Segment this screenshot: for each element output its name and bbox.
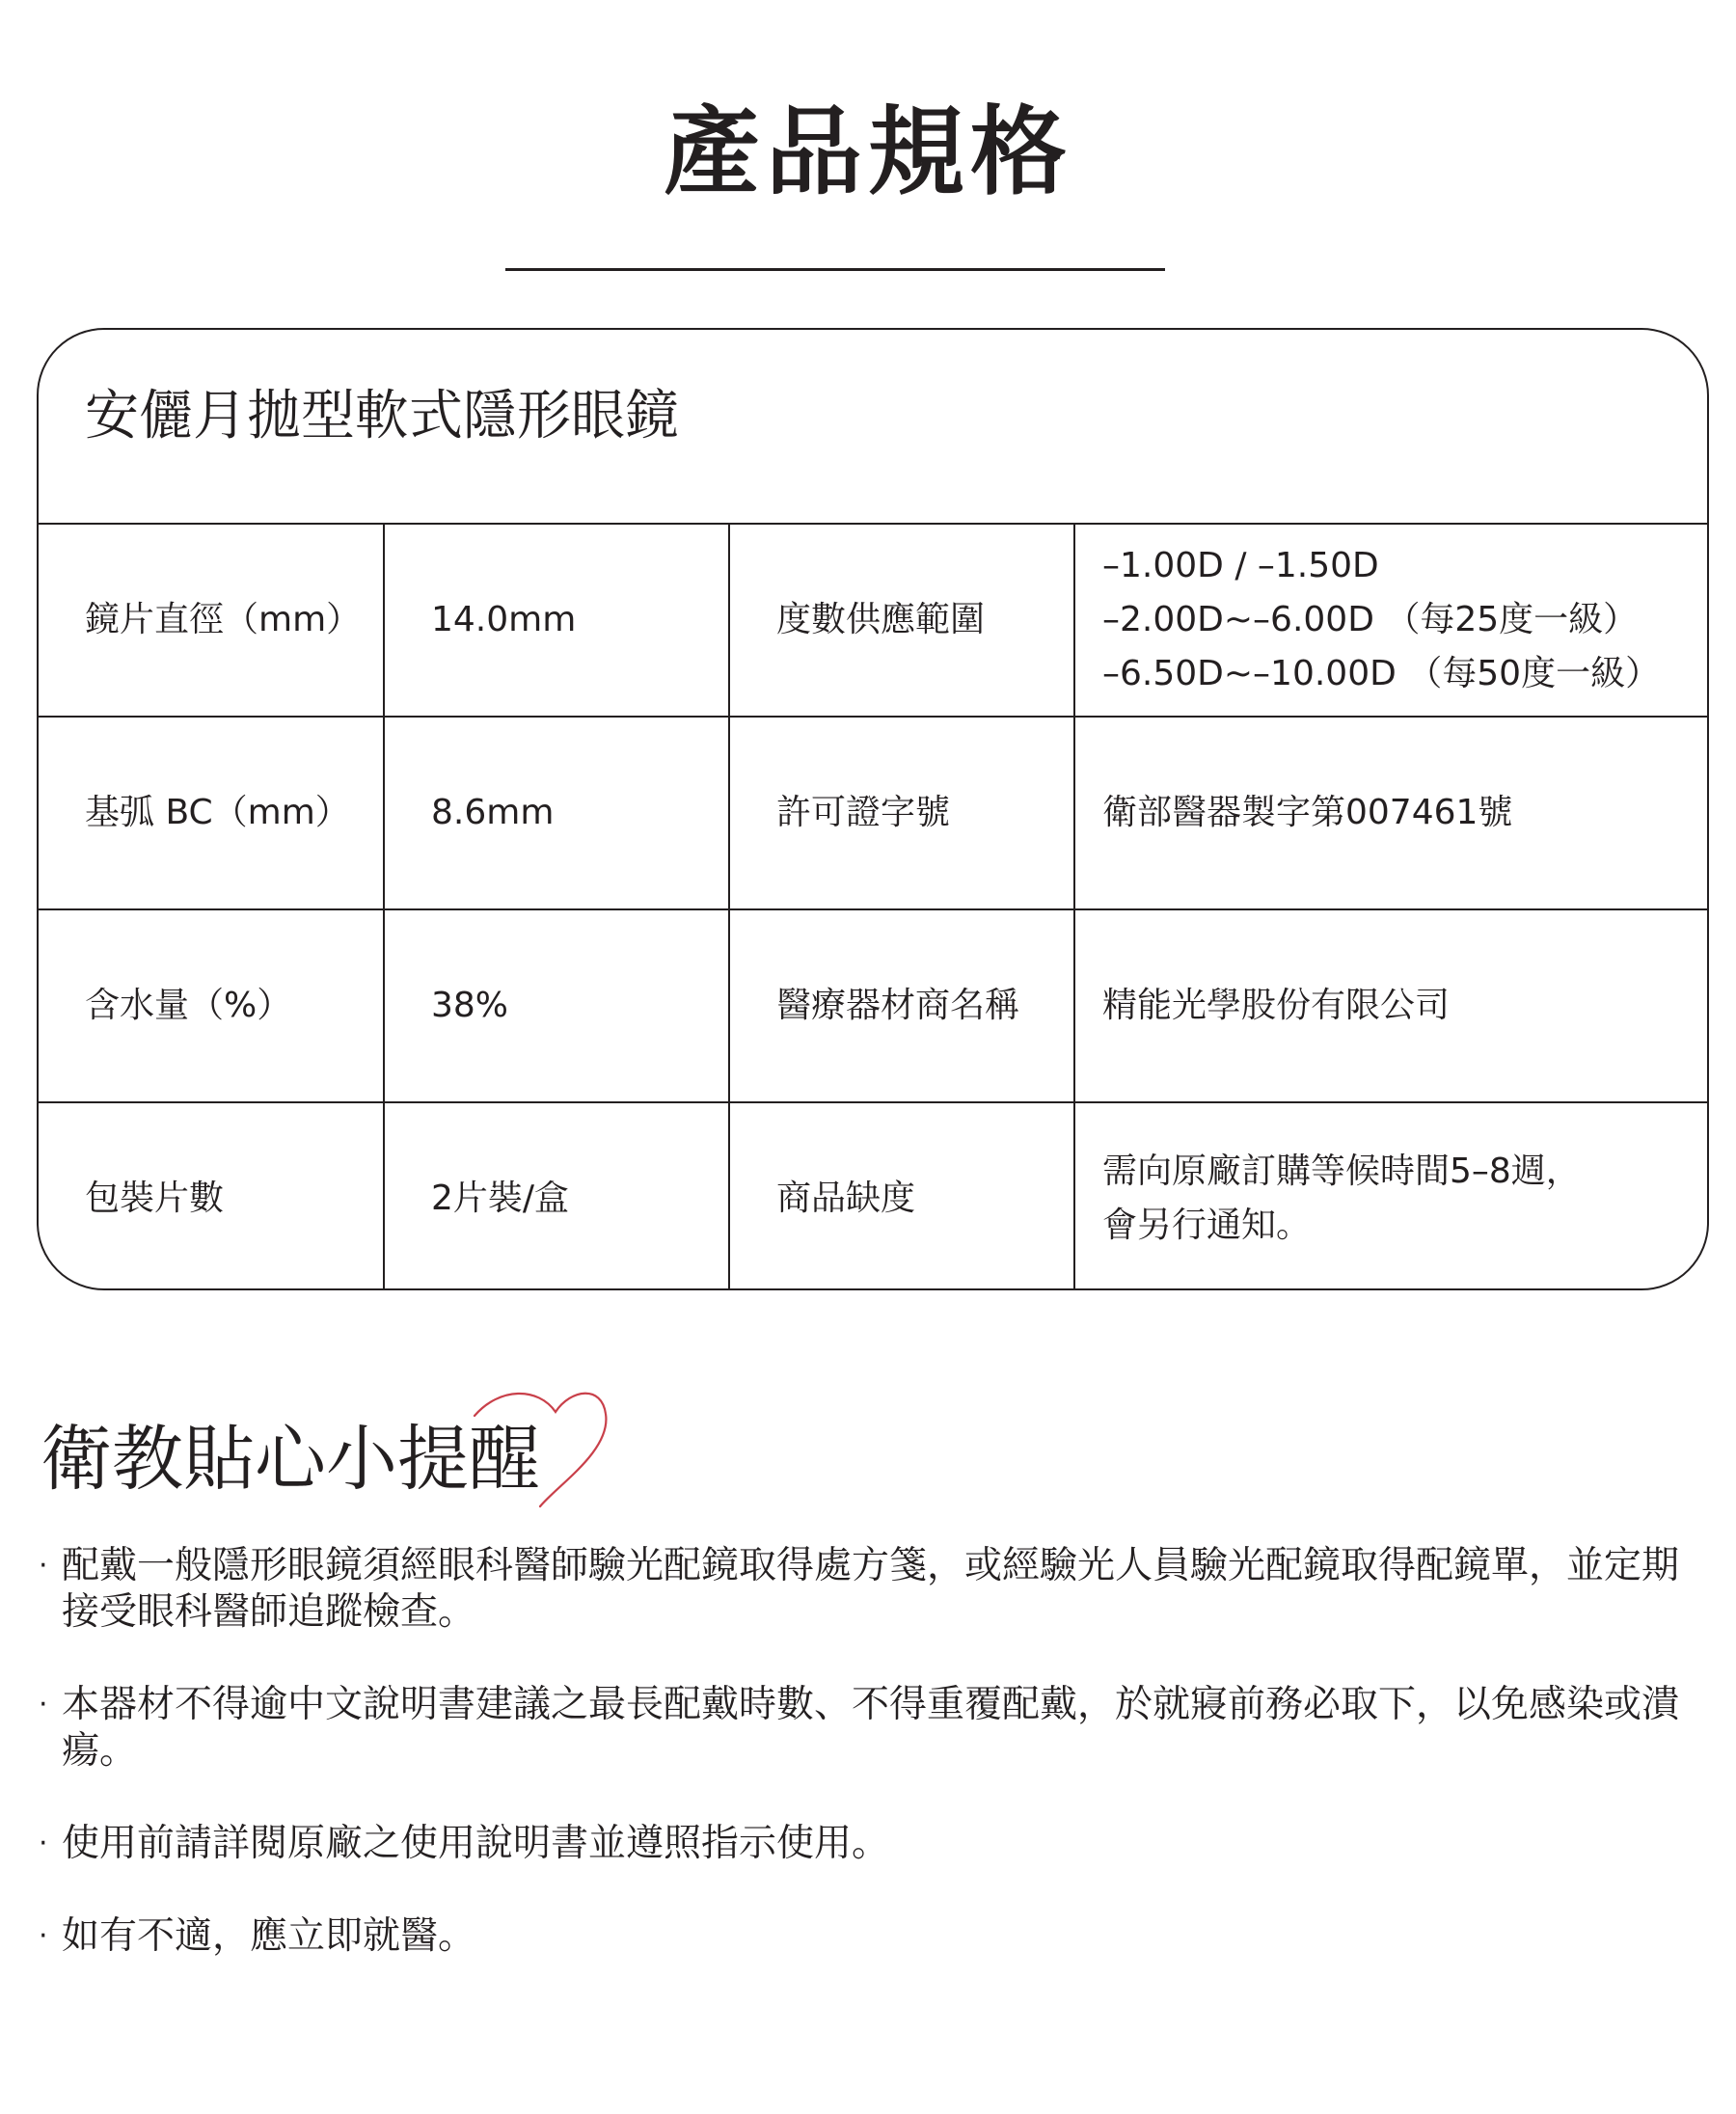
spec-value: [1074, 524, 1707, 717]
list-item: · 使用前請詳閱原廠之使用說明書並遵照指示使用。: [39, 1821, 1697, 1867]
tips-list: [39, 1543, 1697, 2006]
spec-table: [39, 523, 1707, 1290]
spec-label-out-of-stock: 商品缺度: [729, 1102, 1074, 1290]
table-row: [39, 717, 1707, 909]
spec-label: 度數供應範圍: [729, 524, 1074, 717]
spec-value: 2片裝/盒: [384, 1102, 729, 1290]
spec-label: 鏡片直徑（mm）: [39, 524, 384, 717]
page-title: 產品規格: [664, 95, 1072, 208]
heart-outline-icon: [471, 1387, 615, 1512]
spec-label: 基弧 BC（mm）: [39, 717, 384, 909]
title-divider: [505, 268, 1165, 271]
spec-label: 醫療器材商名稱: [729, 909, 1074, 1102]
spec-label: 包裝片數: [39, 1102, 384, 1290]
list-item: · 配戴一般隱形眼鏡須經眼科醫師驗光配鏡取得處方箋，或經驗光人員驗光配鏡取得配鏡單，並定期接受眼科醫師追蹤檢查。: [39, 1543, 1697, 1636]
section-heading: 衛教貼心小提醒: [41, 1418, 540, 1501]
power-range-line: –6.50D~–10.00D （每50度一級）: [1102, 653, 1661, 693]
spec-value: 8.6mm: [384, 717, 729, 909]
spec-label: 含水量（%）: [39, 909, 384, 1102]
spec-card: [37, 328, 1709, 1290]
list-item: · 如有不適，應立即就醫。: [39, 1913, 1697, 1960]
notice-line: 會另行通知。: [1102, 1205, 1312, 1245]
power-range-line: –2.00D~–6.00D （每25度一級）: [1102, 600, 1639, 640]
spec-value: 38%: [384, 909, 729, 1102]
spec-value: 精能光學股份有限公司: [1074, 909, 1707, 1102]
table-row: [39, 909, 1707, 1102]
notice-line: 需向原廠訂購等候時間5–8週，: [1102, 1151, 1581, 1191]
table-row: [39, 524, 1707, 717]
power-range-line: –1.00D / –1.50D: [1102, 546, 1379, 586]
spec-value: 衛部醫器製字第007461號: [1074, 717, 1707, 909]
table-row: [39, 1102, 1707, 1290]
spec-value: 14.0mm: [384, 524, 729, 717]
spec-label: 許可證字號: [729, 717, 1074, 909]
product-name: 安儷月拋型軟式隱形眼鏡: [85, 385, 679, 447]
spec-value-out-of-stock: [1074, 1102, 1707, 1290]
list-item: · 本器材不得逾中文說明書建議之最長配戴時數、不得重覆配戴，於就寢前務必取下，以免感染或潰瘍。: [39, 1682, 1697, 1775]
